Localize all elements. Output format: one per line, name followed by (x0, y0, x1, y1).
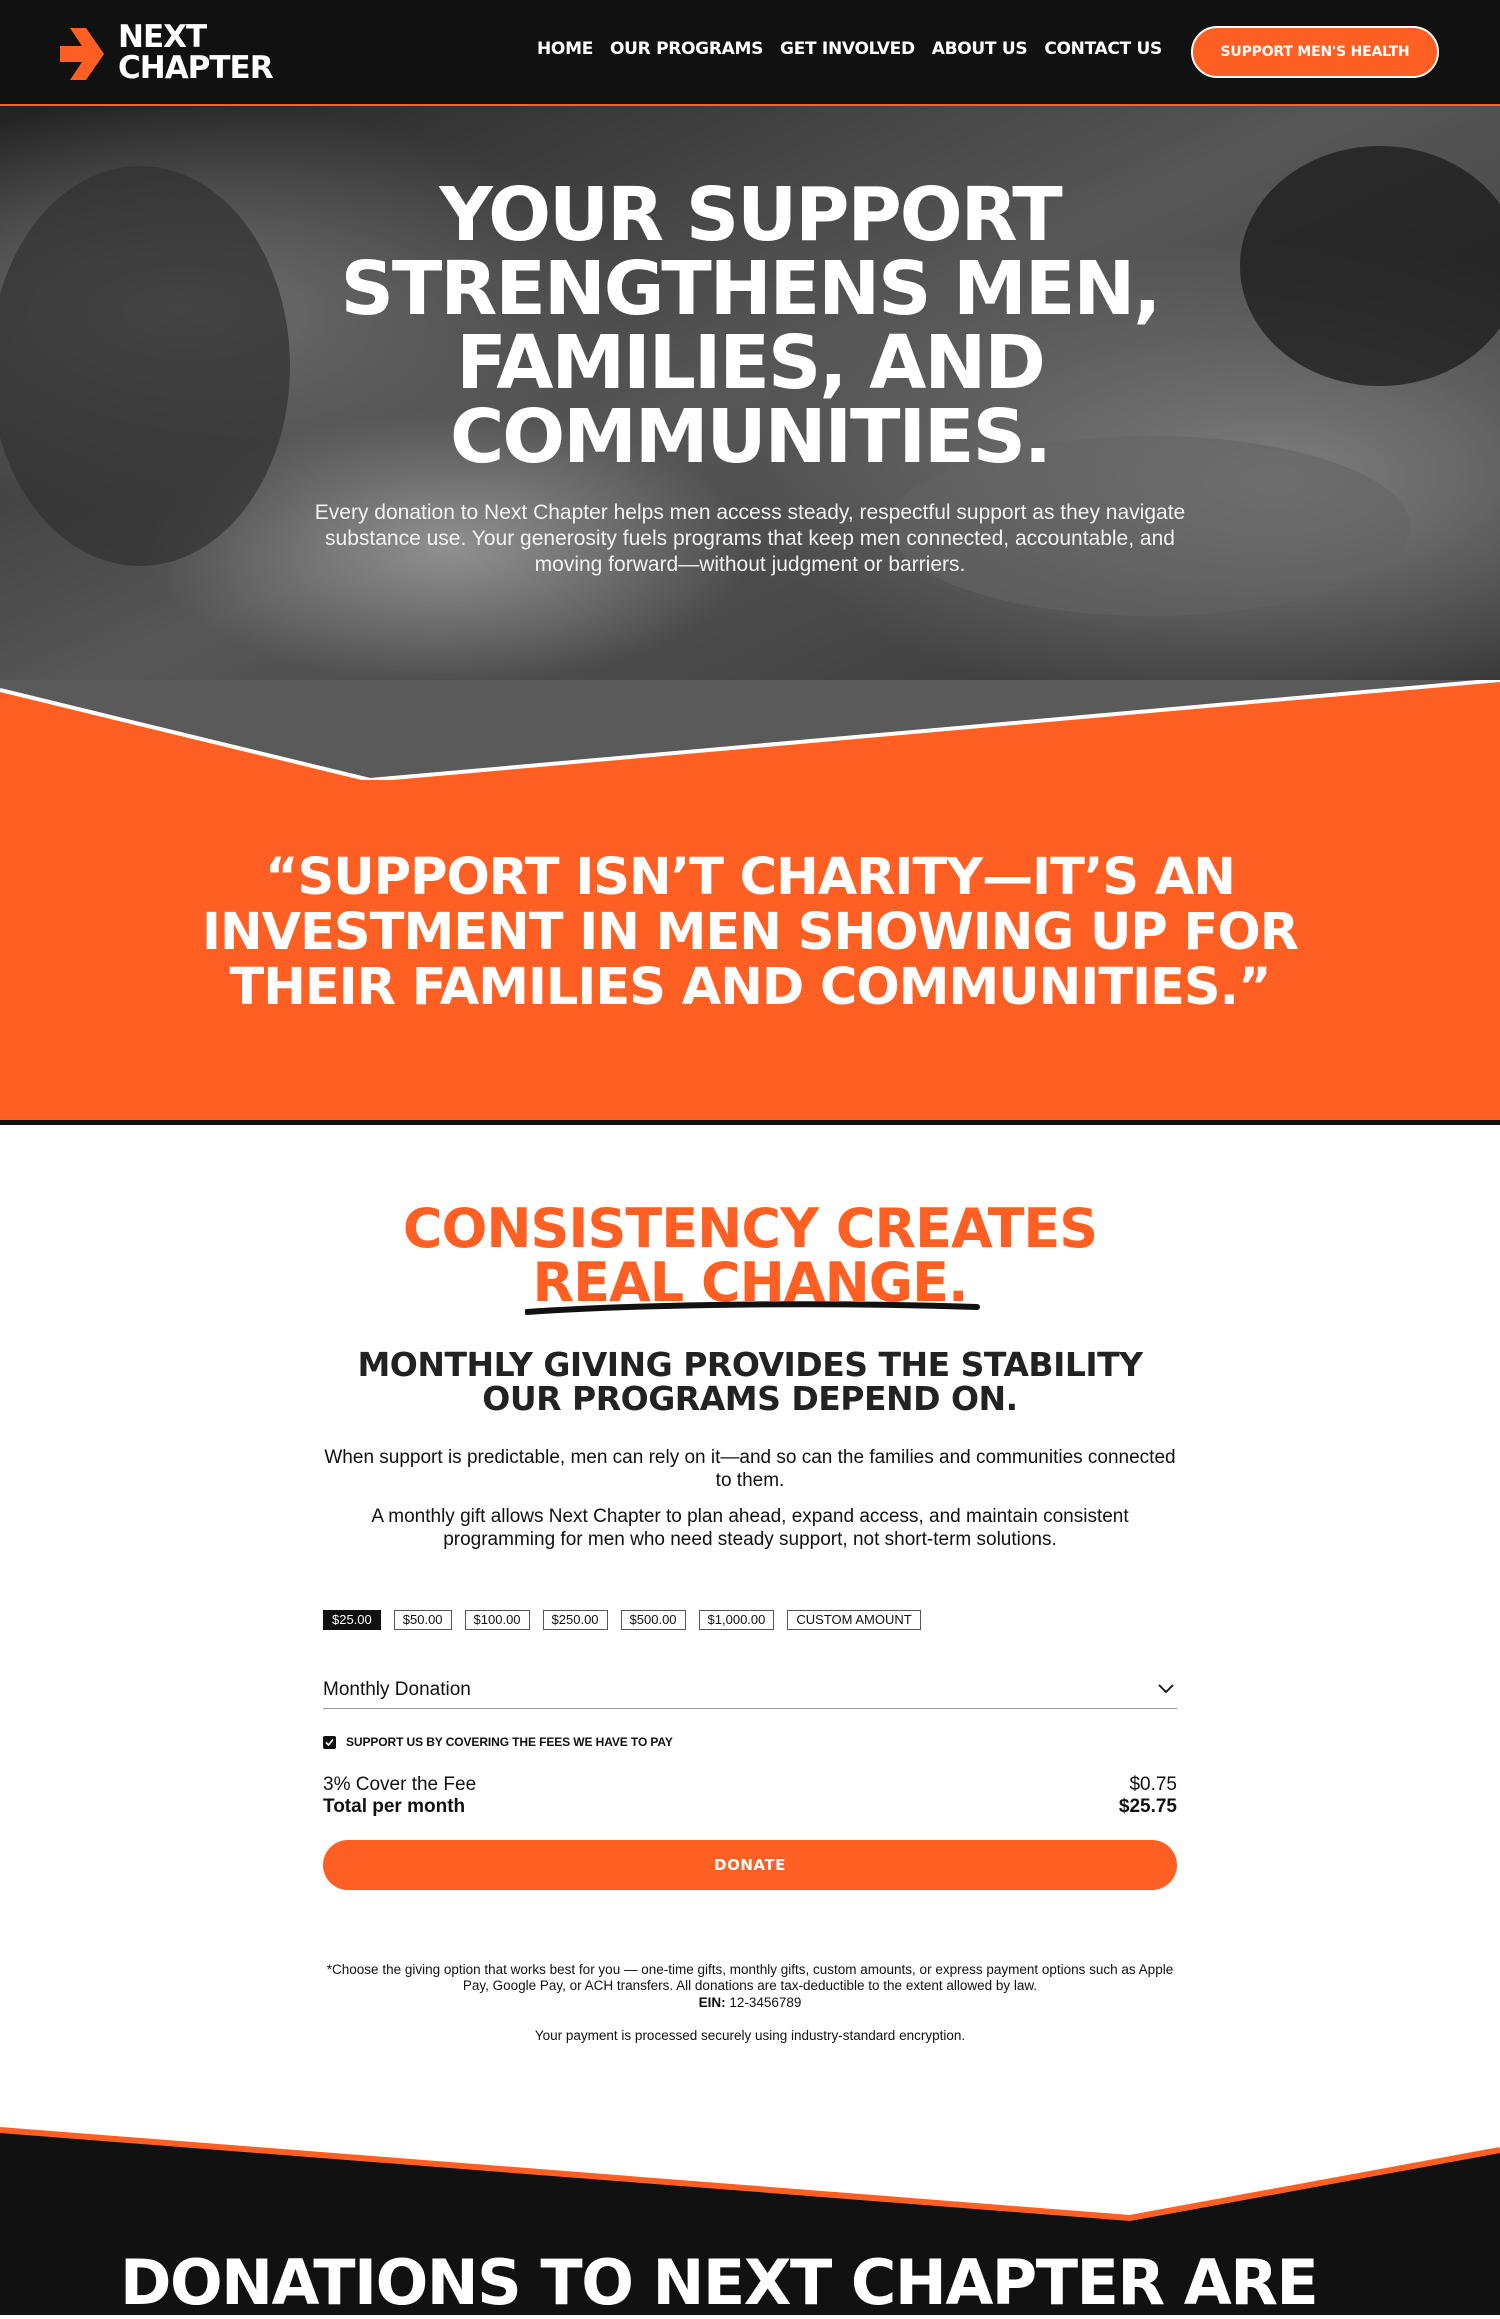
paragraph-monthly-gift: A monthly gift allows Next Chapter to plan ahead, expand access, and maintain consistent programming for men who need steady support, not short-term solutions. (371, 1506, 1129, 1550)
next-chapter-logo[interactable] (60, 19, 305, 86)
ein-value: 12-3456789 (729, 1995, 802, 2010)
total-label: Total per month (323, 1796, 466, 1817)
donate-button[interactable]: DONATE (323, 1840, 1177, 1890)
main-menu (537, 39, 1179, 59)
nav-item-get-involved[interactable]: GET INVOLVED (780, 39, 915, 59)
total-value: $25.75 (1118, 1796, 1177, 1817)
hero-subtitle: Every donation to Next Chapter helps men access steady, respectful support as they navigate substance use. Your generosity fuels programs that keep men connected, accountable, and moving forward—without judgment or barriers. (314, 501, 1186, 576)
amount-option-250[interactable]: $250.00 (543, 1610, 608, 1630)
fee-row (323, 1774, 1177, 1796)
section-divider (0, 1120, 1500, 1125)
ein-line (320, 1995, 1180, 2010)
paragraph-predictable: When support is predictable, men can rely on it—and so can the families and communities connected to them. (324, 1447, 1176, 1491)
cover-fees-label: SUPPORT US BY COVERING THE FEES WE HAVE TO PAY (346, 1735, 673, 1749)
hero-title-line: YOUR SUPPORT (439, 172, 1061, 258)
frequency-select[interactable] (323, 1676, 1177, 1709)
subtitle-line: MONTHLY GIVING PROVIDES THE STABILITY (357, 1345, 1143, 1384)
hero-title-line: FAMILIES, AND (456, 320, 1044, 406)
hero-title-line: STRENGTHENS MEN, (340, 246, 1160, 332)
amount-option-100[interactable]: $100.00 (465, 1610, 530, 1630)
logo-wordmark (118, 19, 273, 86)
title-line-1: CONSISTENCY CREATES (402, 1197, 1098, 1260)
logo-line-1: NEXT (118, 19, 207, 55)
top-navigation (0, 0, 1500, 106)
subtitle-line: OUR PROGRAMS DEPEND ON. (482, 1379, 1018, 1418)
checkmark-icon (324, 1737, 335, 1748)
chevron-down-icon (1157, 1680, 1175, 1698)
amount-option-25[interactable]: $25.00 (323, 1610, 381, 1630)
hero-diagonal-edge (0, 680, 1500, 780)
brush-underline (525, 1298, 980, 1318)
ein-label: EIN: (698, 1995, 726, 2010)
hero-title (220, 172, 1280, 480)
cover-fees-checkbox[interactable] (323, 1736, 336, 1749)
nav-item-contact-us[interactable]: CONTACT US (1044, 39, 1162, 59)
fee-label: 3% Cover the Fee (323, 1774, 477, 1795)
arrow-logo-icon (60, 26, 122, 82)
logo-line-2: CHAPTER (118, 50, 273, 86)
quote-text (100, 850, 1400, 1015)
nav-item-home[interactable]: HOME (537, 39, 594, 59)
donation-section-title (300, 1197, 1200, 1314)
quote-line: THEIR FAMILIES AND COMMUNITIES.” (229, 958, 1271, 1017)
donation-subtitle (300, 1345, 1200, 1418)
frequency-value: Monthly Donation (323, 1679, 471, 1700)
amount-option-50[interactable]: $50.00 (394, 1610, 452, 1630)
amount-option-custom[interactable]: CUSTOM AMOUNT (787, 1610, 920, 1630)
quote-line: “SUPPORT ISN’T CHARITY—IT’S AN (265, 848, 1235, 907)
bottom-section-title: DONATIONS TO NEXT CHAPTER ARE (120, 2246, 1318, 2319)
secure-payment-note: Your payment is processed securely using industry-standard encryption. (534, 2028, 966, 2043)
amount-options (323, 1610, 934, 1630)
hero-title-line: COMMUNITIES. (449, 394, 1050, 480)
support-mens-health-button[interactable]: SUPPORT MEN'S HEALTH (1191, 26, 1439, 78)
fee-value: $0.75 (1129, 1774, 1177, 1795)
fine-print: *Choose the giving option that works best for you — one-time gifts, monthly gifts, custom amounts, or express payment options such as Apple Pay, Google Pay, or ACH transfers. All donations are tax-deductible to the extent allowed by law. (326, 1962, 1174, 1993)
nav-item-our-programs[interactable]: OUR PROGRAMS (610, 39, 764, 59)
cover-fees-option (323, 1735, 673, 1749)
total-row (323, 1796, 1177, 1818)
nav-item-about-us[interactable]: ABOUT US (931, 39, 1028, 59)
amount-option-500[interactable]: $500.00 (621, 1610, 686, 1630)
quote-line: INVESTMENT IN MEN SHOWING UP FOR (201, 903, 1299, 962)
title-line-2: REAL CHANGE. (532, 1251, 968, 1314)
amount-option-1000[interactable]: $1,000.00 (699, 1610, 775, 1630)
